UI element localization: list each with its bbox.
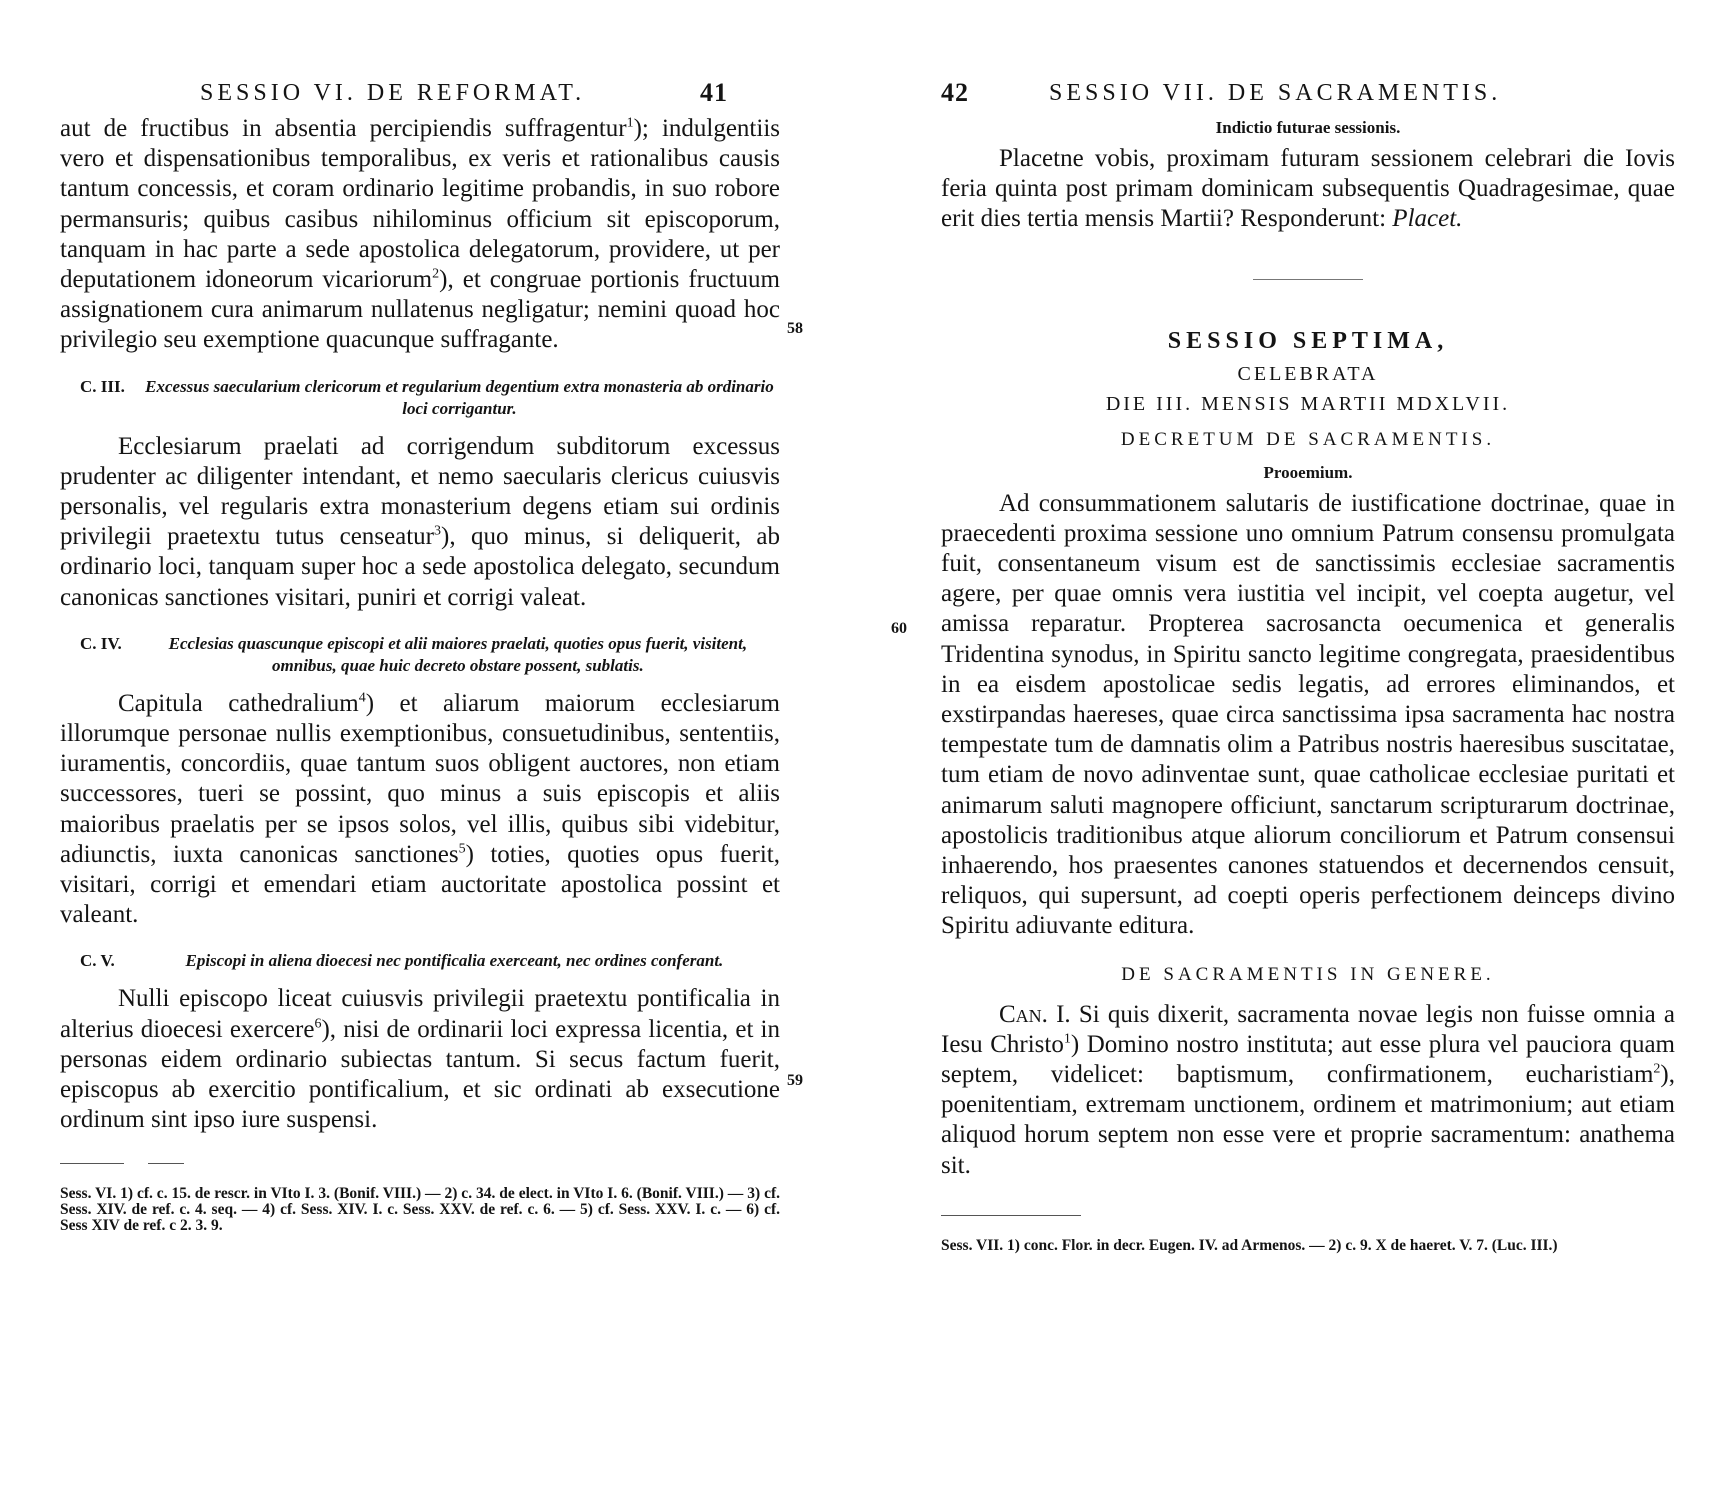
left-running-head: [60, 80, 780, 114]
left-body: [60, 114, 780, 1135]
para3-text-c: ) toties, quoties opus fuerit, visitari, corrigi et emendari etiam auctoritate apostolica possint et valeant.: [60, 840, 780, 929]
decretum-heading: DECRETUM DE SACRAMENTIS.: [1120, 428, 1496, 450]
right-footnote-rule: [941, 1215, 1081, 1216]
chapter-5-number: C. V.: [80, 951, 115, 971]
footnote-rule-segment: [60, 1163, 124, 1164]
para1-text-b: ); indulgentiis vero et dispensationibus temporalibus, ex veris et rationalibus causis tantum concessis, et coram ordinario legitime probandis, in suo robore permansuris; quibus casibus nihilominus officium sit episcoporum, tanquam in hac parte a sede apostolica delegatorum, providere, ut per deputationem idoneorum vicariorum: [60, 115, 780, 294]
date-line: DIE III. MENSIS MARTII MDXLVII.: [1105, 392, 1511, 415]
footnote-ref-1: 1: [1063, 1031, 1071, 1047]
placet-word: Placet.: [1392, 205, 1463, 233]
footnote-ref-2: 2: [1653, 1061, 1661, 1077]
footnote-ref-3: 3: [434, 523, 441, 539]
chapter-3-heading: [60, 376, 780, 420]
chapter-4-title: Ecclesias quascunque episcopi et alii maiores praelati, quoties opus fuerit, visitent, omnibus, quae huic decreto obstare possent, sublatis.: [168, 633, 748, 675]
margin-number-60: 60: [891, 620, 907, 637]
left-footnote-rule: [60, 1163, 780, 1164]
right-page: [891, 78, 1675, 1254]
left-paragraph-2: [60, 432, 780, 613]
left-page: [60, 78, 803, 1235]
right-body: [941, 118, 1675, 1181]
session-title: SESSIO SEPTIMA,: [1167, 327, 1449, 354]
prooemium-paragraph: Ad consummationem salutaris de iustificatione doctrinae, quae in praecedenti proxima sessione uno omnium Patrum consensu promulgata fuit, consentaneum visum est de sanctissimis ecclesiae sacramentis agere, per quae omnis vera iustitia vel incipit, vel coepta augetur, vel amissa reparatur. Propterea sacrosancta oecumenica et generalis Tridentina synodus, in Spiritu sancto legitime congregata, praesidentibus in ea eisdem apostolicae sedis legatis, ad errores eliminandos, et exstirpandas haereses, quae circa sanctissima ipsa sacramenta hac nostra tempestate tum de damnatis olim a Patribus nostris haeresibus suscitatae, tum etiam de novo adinventae sunt, quae catholicae ecclesiae puritati et animarum saluti magnopere officiunt, sanctarum scripturarum doctrinae, apostolicis traditionibus atque aliorum conciliorum et Patrum consensui inhaerendo, hos praesentes canones statuendos et decernendos censuit, reliquos, qui supersunt, ad coepti operis perfectionem deinceps divino Spiritu adiuvante editura.: [941, 489, 1675, 940]
canon1-text-a: Si quis dixerit, sacramenta novae legis non fuisse omnia a Iesu Christo: [941, 1000, 1675, 1058]
de-sacramentis-in-genere-heading: DE SACRAMENTIS IN GENERE.: [1121, 963, 1495, 985]
indictio-text: Placetne vobis, proximam futuram sessionem celebrari die Iovis feria quinta post primam dominicam subsequentis Quadragesimae, quae erit dies tertia mensis Martii? Responderunt:: [941, 145, 1675, 233]
right-page-number: 42: [941, 78, 969, 107]
decorative-rule: [1253, 279, 1363, 280]
para2-text-b: ), quo minus, si deliquerit, ab ordinario loci, tanquam super hoc a sede apostolica delegato, secundum canonicas sanctiones visitari, puniri et corrigi valeat.: [60, 523, 780, 611]
left-page-number: 41: [700, 78, 728, 107]
chapter-4-heading: [60, 633, 780, 677]
left-paragraph-3: [60, 689, 780, 931]
chapter-4-number: C. IV.: [80, 633, 122, 653]
canon1-text-b: ) Domino nostro instituta; aut esse plura vel pauciora quam septem, videlicet: baptismum, confirmationem, eucharistiam: [941, 1030, 1675, 1089]
para2-text-a: Ecclesiarum praelati ad corrigendum subditorum excessus prudenter ac diligenter intendant, et nemo saecularis clericus cuiusvis personalis, vel regularis extra monasterium degens etiam sui ordinis privilegii praetextu tutus censeatur: [60, 432, 780, 551]
footnote-ref-5: 5: [458, 841, 466, 857]
footnote-ref-2: 2: [432, 266, 440, 282]
para4-text-a: Nulli episcopo liceat cuiusvis privilegii praetextu pontificalia in alterius dioecesi exercere: [60, 985, 780, 1043]
canon-1-paragraph: [941, 1000, 1675, 1181]
right-running-head: [941, 80, 1675, 114]
para1-text-a: aut de fructibus in absentia percipiendis suffragentur: [60, 115, 627, 142]
left-footnotes: Sess. VI. 1) cf. c. 15. de rescr. in VIto I. 3. (Bonif. VIII.) — 2) c. 34. de elect. in VIto I. 6. (Bonif. VIII.) — 3) cf. Sess. XIV. de ref. c. 4. seq. — 4) cf. Sess. XIV. I. c. Sess. XXV. de ref. c. 6. — 5) cf. Sess. XXV. I. c. — 6) cf. Sess XIV de ref. c 2. 3. 9.: [60, 1185, 780, 1235]
para1-text-c: ), et congruae portionis fructuum assignationem cura animarum nullatenus negligatur; nemini quoad hoc privilegio seu exemptione quacunque suffragante.: [60, 266, 780, 354]
para3-text-a: Capitula cathedralium: [118, 689, 359, 717]
left-paragraph-4: [60, 984, 780, 1135]
para3-text-b: ) et aliarum maiorum ecclesiarum illorumque personae nullis exemptionibus, consuetudinibus, sententiis, iuramentis, concordiis, quae tantum suos obligent auctores, non etiam successores, tueri se possint, quo minus a suis episcopis et aliis maioribus praelatis per se ipsos solos, vel illis, quibus sibi videbitur, adiunctis, iuxta canonicas sanctiones: [60, 689, 780, 868]
footnote-rule-segment: [148, 1163, 184, 1164]
footnote-ref-6: 6: [314, 1016, 322, 1032]
right-running-title: SESSIO VII. DE SACRAMENTIS.: [1049, 80, 1502, 106]
indictio-heading: Indictio futurae sessionis.: [1215, 118, 1401, 137]
chapter-5-title: Episcopi in aliena dioecesi nec pontificalia exerceant, nec ordines conferant.: [185, 951, 724, 971]
canon-1-label: Can. I.: [999, 1000, 1071, 1028]
para4-text-b: ), nisi de ordinarii loci expressa licentia, et in personas eidem ordinario subiectas tantum. Si secus factum fuerit, episcopus ab exercitio pontificalium, et sic ordinati ab exsecutione ordinum sint ipso iure suspensi.: [60, 1015, 780, 1134]
margin-number-58: 58: [787, 320, 803, 337]
chapter-3-number: C. III.: [80, 376, 125, 396]
left-running-title: SESSIO VI. DE REFORMAT.: [200, 80, 586, 106]
chapter-3-title: Excessus saecularium clericorum et regularium degentium extra monasteria ab ordinario loci corrigantur.: [145, 376, 774, 418]
celebrata-line: CELEBRATA: [1237, 362, 1379, 385]
prooemium-heading: Prooemium.: [1263, 462, 1353, 482]
indictio-paragraph: [941, 144, 1675, 235]
left-paragraph-1: [60, 114, 780, 356]
canon1-text-c: ), poenitentiam, extremam unctionem, ordinem et matrimonium; aut etiam aliquod horum septem non esse vere et proprie sacramentum: anathema sit.: [941, 1061, 1675, 1179]
footnote-ref-4: 4: [358, 690, 366, 706]
right-footnotes: Sess. VII. 1) conc. Flor. in decr. Eugen. IV. ad Armenos. — 2) c. 9. X de haeret. V. 7. (Luc. III.): [941, 1236, 1558, 1254]
margin-number-59: 59: [787, 1072, 803, 1089]
footnote-ref-1: 1: [626, 115, 634, 131]
chapter-5-heading: [60, 950, 780, 972]
